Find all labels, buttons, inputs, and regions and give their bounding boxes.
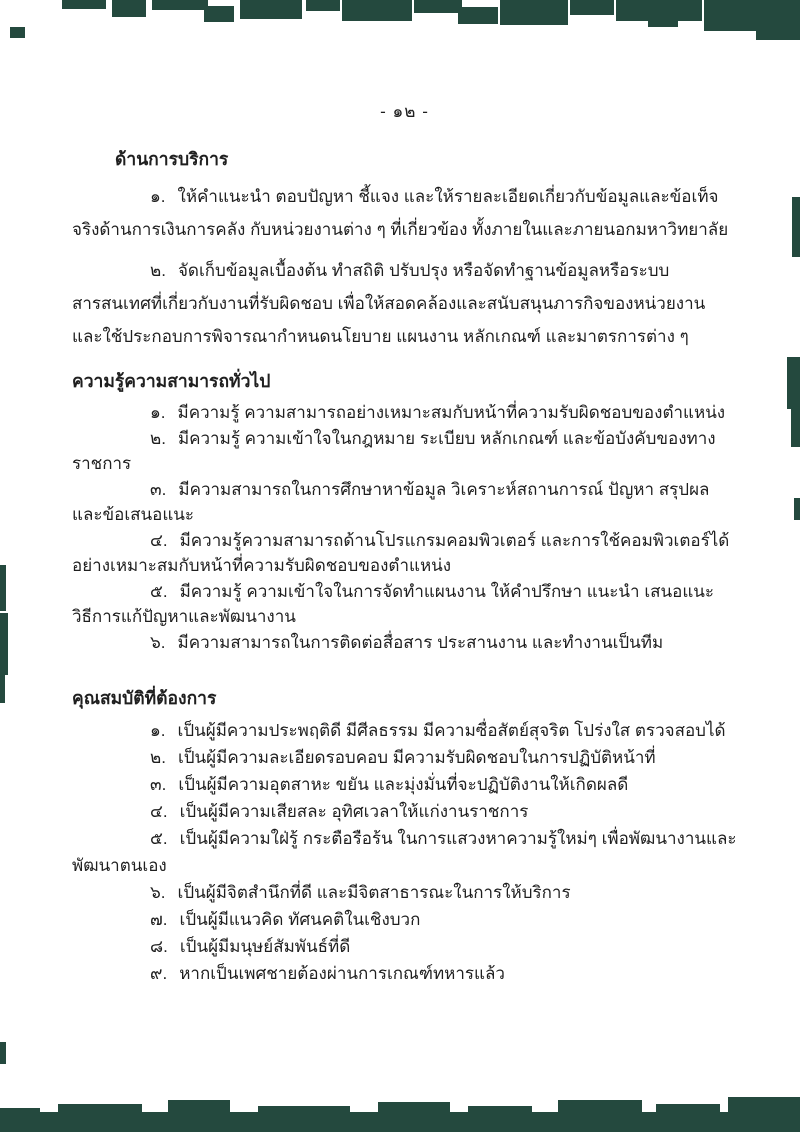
item-text: เป็นผู้มีมนุษย์สัมพันธ์ที่ดี — [179, 937, 351, 956]
list-item — [72, 477, 737, 528]
item-text: เป็นผู้มีแนวคิด ทัศนคติในเชิงบวก — [179, 910, 421, 929]
item-number: ๔. — [150, 802, 168, 821]
item-text: เป็นผู้มีความใฝ่รู้ กระตือรือร้น ในการแสวงหาความรู้ใหม่ๆ เพื่อพัฒนางานและพัฒนาตนเอง — [72, 829, 737, 875]
item-number: ๖. — [150, 883, 166, 902]
desired-qualifications-list — [72, 717, 737, 987]
item-text: มีความสามารถในการติดต่อสื่อสาร ประสานงาน และทำงานเป็นทีม — [177, 632, 664, 652]
list-item — [72, 630, 737, 656]
general-knowledge-list — [72, 400, 737, 655]
item-text: มีความรู้ ความสามารถอย่างเหมาะสมกับหน้าที่ความรับผิดชอบของตำแหน่ง — [177, 403, 726, 422]
item-number: ๑. — [150, 721, 166, 740]
item-text: จัดเก็บข้อมูลเบื้องต้น ทำสถิติ ปรับปรุง หรือจัดทำฐานข้อมูลหรือระบบสารสนเทศที่เกี่ยวกับงานที่รับผิดชอบ เพื่อให้สอดคล้องและสนับสนุนภารกิจของหน่วยงาน และใช้ประกอบการพิจารณากำหนดนโยบาย แผนงาน หลักเกณฑ์ และมาตรการต่าง ๆ — [72, 261, 706, 346]
list-item — [72, 825, 737, 879]
item-number: ๑. — [150, 403, 166, 422]
list-item — [72, 960, 737, 987]
list-item — [72, 798, 737, 825]
list-item — [72, 717, 737, 744]
item-text: มีความรู้ ความเข้าใจในการจัดทำแผนงาน ให้คำปรึกษา แนะนำ เสนอแนะ วิธีการแก้ปัญหาและพัฒนางาน — [72, 581, 715, 626]
item-text: ให้คำแนะนำ ตอบปัญหา ชี้แจง และให้รายละเอียดเกี่ยวกับข้อมูลและข้อเท็จจริงด้านการเงินการคลัง กับหน่วยงานต่าง ๆ ที่เกี่ยวข้อง ทั้งภายในและภายนอกมหาวิทยาลัย — [72, 187, 729, 239]
page-number: - ๑๒ - — [380, 102, 429, 121]
document-content — [72, 0, 737, 987]
section-heading-desired-qualifications: คุณสมบัติที่ต้องการ — [72, 688, 217, 708]
list-item — [72, 771, 737, 798]
item-text: เป็นผู้มีความละเอียดรอบคอบ มีความรับผิดชอบในการปฏิบัติหน้าที่ — [177, 748, 656, 767]
item-number: ๓. — [150, 775, 167, 794]
service-paragraph-1 — [72, 180, 737, 246]
section-heading-service: ด้านการบริการ — [115, 149, 229, 169]
item-text: มีความรู้ความสามารถด้านโปรแกรมคอมพิวเตอร์ และการใช้คอมพิวเตอร์ได้อย่างเหมาะสมกับหน้าที่ความรับผิดชอบของตำแหน่ง — [72, 530, 730, 575]
list-item — [72, 400, 737, 426]
list-item — [72, 426, 737, 477]
item-number: ๕. — [150, 829, 168, 848]
item-number: ๒. — [150, 428, 166, 448]
item-number: ๑. — [150, 187, 166, 206]
item-text: หากเป็นเพศชายต้องผ่านการเกณฑ์ทหารแล้ว — [179, 964, 505, 983]
item-number: ๗. — [150, 910, 168, 929]
item-text: เป็นผู้มีจิตสำนึกที่ดี และมีจิตสาธารณะในการให้บริการ — [177, 883, 571, 902]
item-number: ๒. — [150, 261, 166, 280]
item-number: ๘. — [150, 937, 168, 956]
item-number: ๔. — [150, 530, 168, 550]
item-text: เป็นผู้มีความเสียสละ อุทิศเวลาให้แก่งานราชการ — [179, 802, 529, 821]
list-item — [72, 528, 737, 579]
item-text: มีความสามารถในการศึกษาหาข้อมูล วิเคราะห์สถานการณ์ ปัญหา สรุปผล และข้อเสนอแนะ — [72, 479, 710, 524]
section-heading-general-knowledge: ความรู้ความสามารถทั่วไป — [72, 371, 271, 391]
item-text: เป็นผู้มีความอุตสาหะ ขยัน และมุ่งมั่นที่จะปฏิบัติงานให้เกิดผลดี — [178, 775, 629, 794]
item-text: เป็นผู้มีความประพฤติดี มีศีลธรรม มีความซื่อสัตย์สุจริต โปร่งใส ตรวจสอบได้ — [177, 721, 726, 740]
list-item — [72, 879, 737, 906]
item-number: ๖. — [150, 632, 166, 652]
list-item — [72, 579, 737, 630]
list-item — [72, 906, 737, 933]
item-number: ๓. — [150, 479, 167, 499]
service-paragraph-2 — [72, 254, 737, 353]
item-number: ๒. — [150, 748, 166, 767]
list-item — [72, 744, 737, 771]
list-item — [72, 933, 737, 960]
item-number: ๕. — [150, 581, 168, 601]
item-text: มีความรู้ ความเข้าใจในกฎหมาย ระเบียบ หลักเกณฑ์ และข้อบังคับของทางราชการ — [72, 428, 716, 473]
item-number: ๙. — [150, 964, 168, 983]
